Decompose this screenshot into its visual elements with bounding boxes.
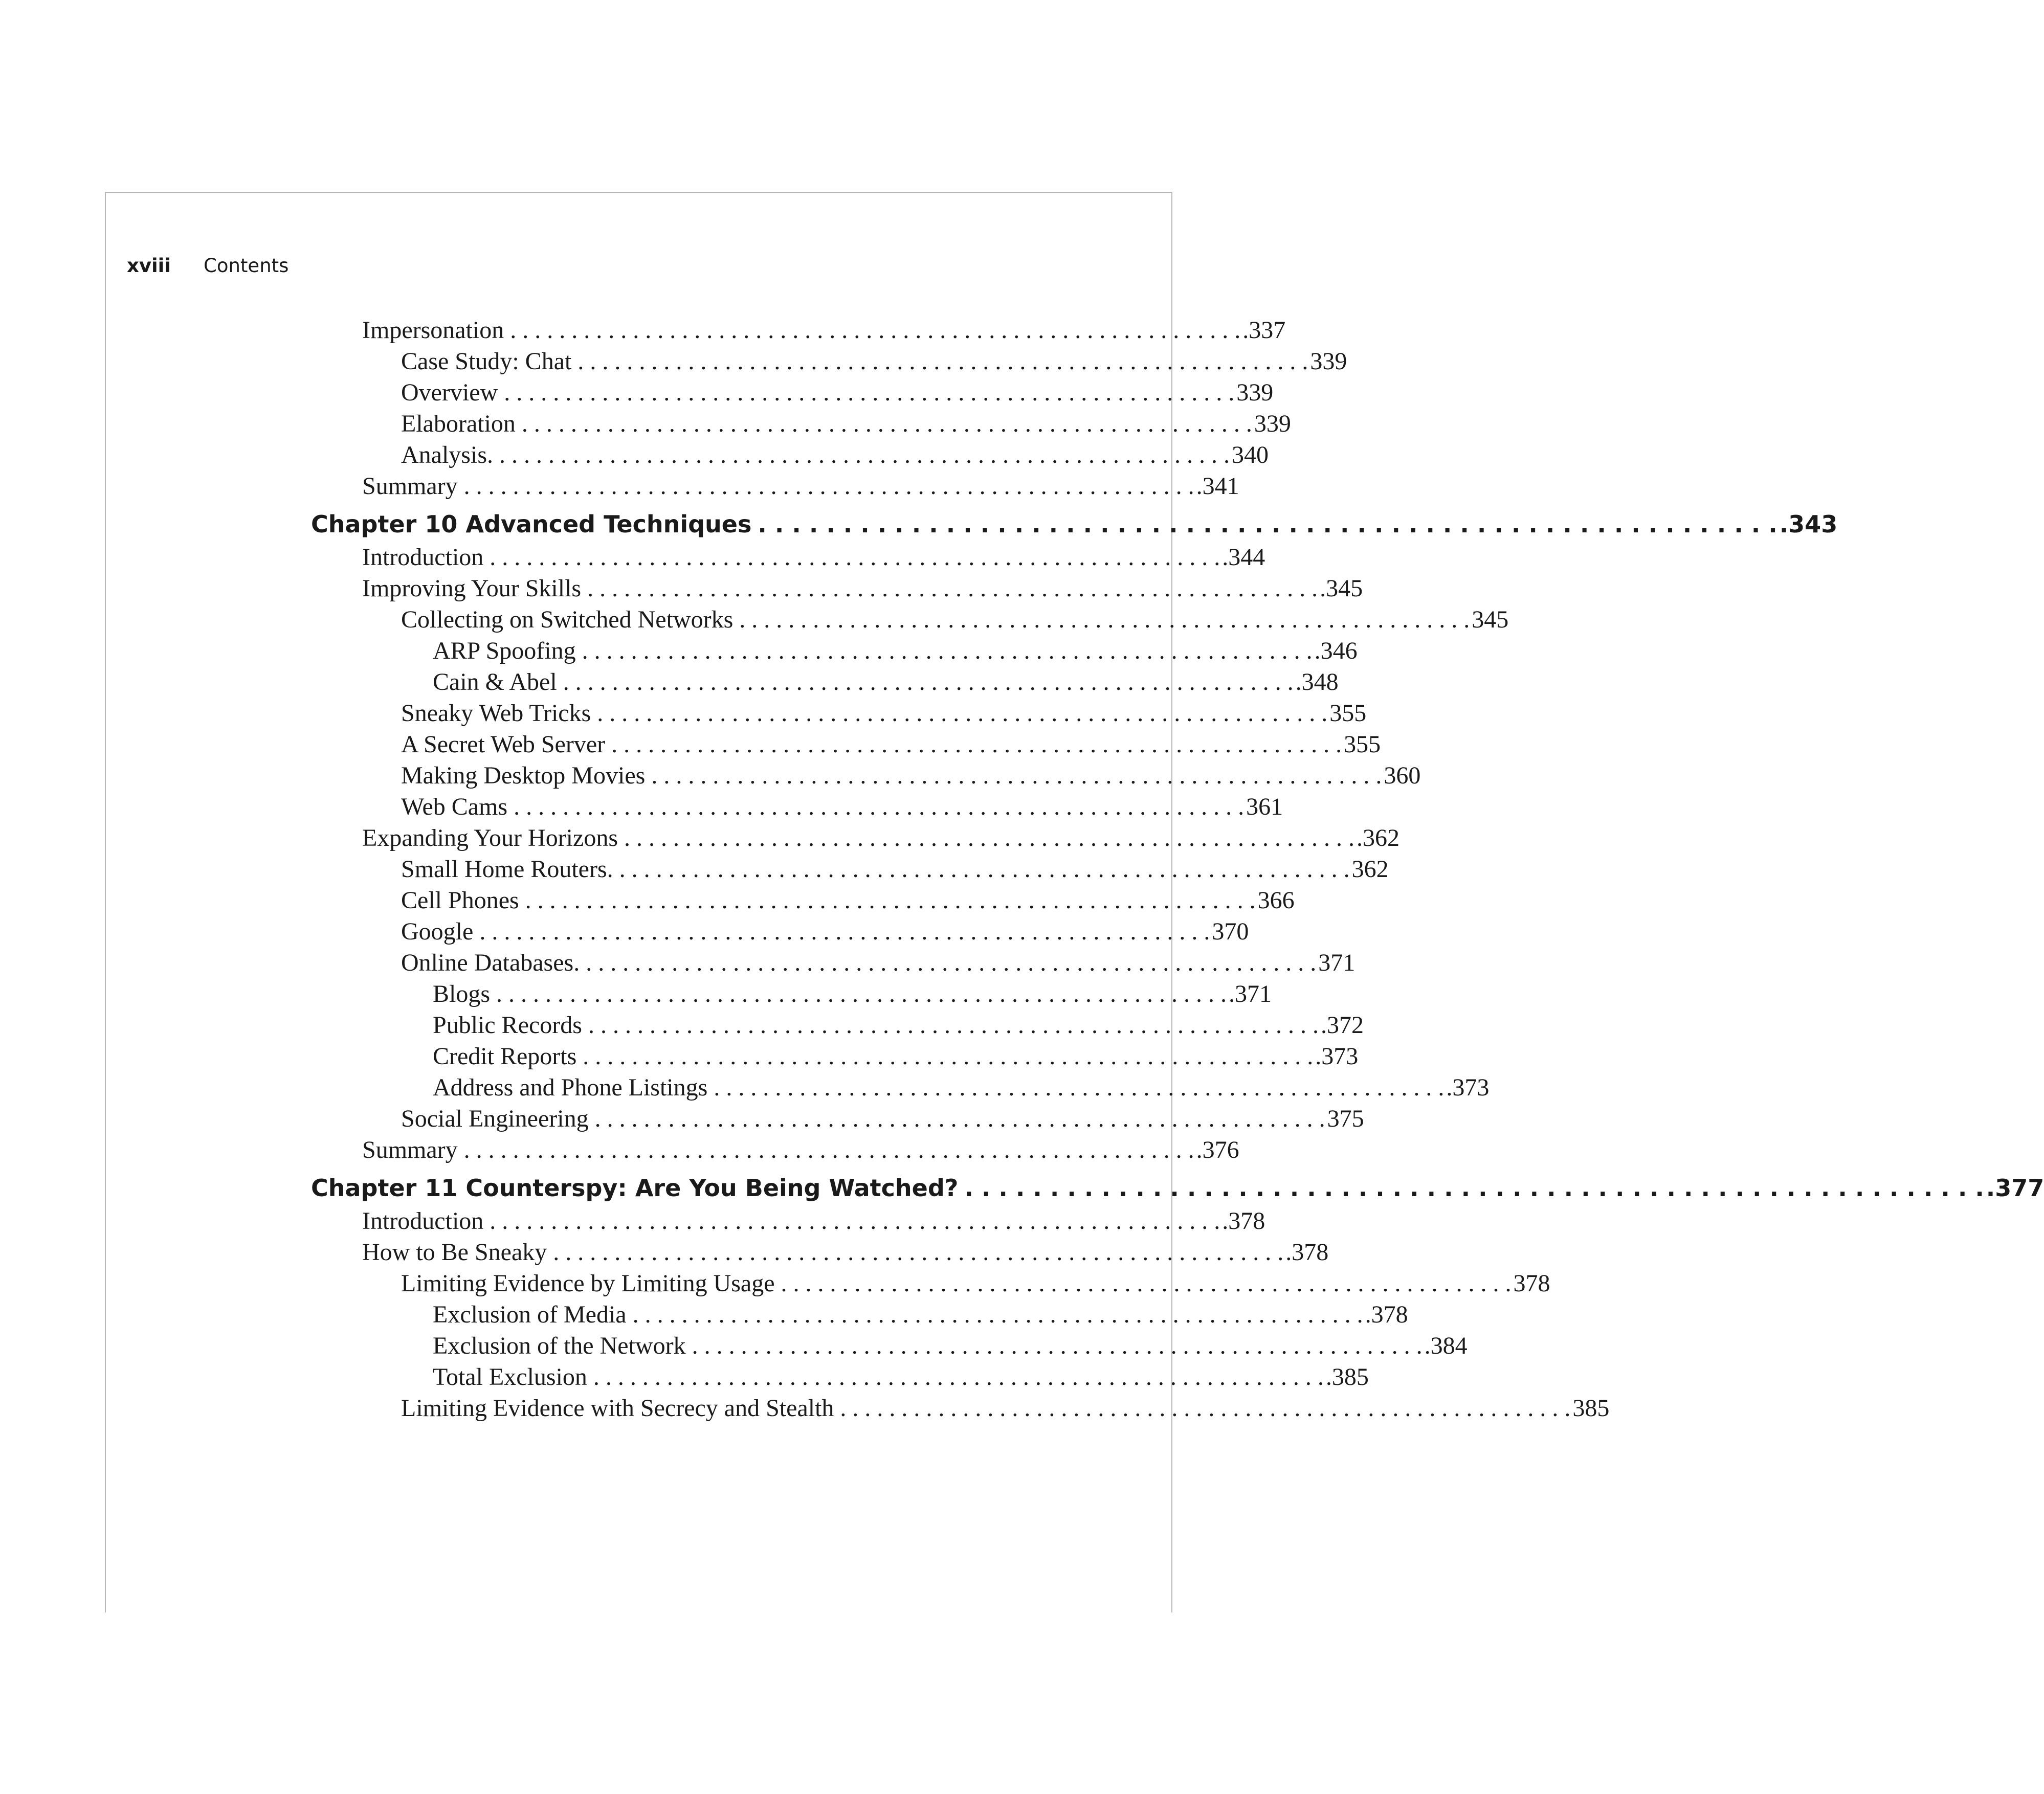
dot-leader (958, 1174, 1984, 1202)
dot-leader (707, 1073, 1444, 1102)
dot-leader (580, 949, 1316, 977)
toc-page-number: 361 (1246, 793, 1283, 820)
dot-leader (582, 1011, 1319, 1039)
toc-page-number: 366 (1257, 887, 1295, 914)
toc-entry[interactable] (311, 1136, 1239, 1167)
toc-page-number: 339 (1310, 348, 1347, 375)
toc-entry[interactable] (311, 917, 1249, 949)
dot-leader (605, 730, 1342, 758)
toc-entry-title: Exclusion of Media (433, 1301, 627, 1328)
toc-entry[interactable] (311, 1363, 1369, 1394)
toc-entry[interactable] (311, 441, 1269, 472)
toc-entry-title: Web Cams (401, 793, 508, 820)
dot-leader (483, 1207, 1220, 1235)
running-head-title: Contents (204, 255, 289, 277)
toc-entry[interactable] (311, 668, 1339, 699)
toc-entry-title: Analysis. (401, 441, 493, 468)
toc-page-number: .348 (1295, 668, 1339, 696)
toc-entry[interactable] (311, 855, 1389, 886)
toc-entry-title: Expanding Your Horizons (362, 824, 618, 851)
toc-entry-title: Collecting on Switched Networks (401, 606, 734, 633)
dot-leader (589, 1105, 1325, 1133)
toc-entry[interactable] (311, 378, 1274, 410)
toc-entry[interactable] (311, 886, 1295, 917)
toc-entry-title: Improving Your Skills (362, 575, 582, 602)
dot-leader (591, 699, 1327, 727)
toc-entry-title: Summary (362, 473, 458, 500)
toc-entry[interactable] (311, 1042, 1359, 1073)
toc-entry-title: A Secret Web Server (401, 731, 606, 758)
toc-entry[interactable] (311, 949, 1356, 980)
toc-entry[interactable] (311, 574, 1363, 606)
toc-entry-title: Address and Phone Listings (433, 1074, 708, 1101)
dot-leader (504, 316, 1240, 344)
toc-page-number: .377 (1986, 1174, 2044, 1202)
dot-leader (498, 378, 1234, 407)
toc-entry[interactable] (311, 793, 1283, 824)
toc-page-number: 355 (1344, 731, 1381, 758)
toc-page-number: .344 (1222, 544, 1265, 571)
toc-entry-title: Credit Reports (433, 1043, 577, 1070)
toc-entry-title: Sneaky Web Tricks (401, 700, 591, 727)
toc-entry-title: Making Desktop Movies (401, 762, 646, 789)
toc-page-number: .372 (1320, 1012, 1364, 1039)
toc-entry-title: Total Exclusion (433, 1363, 587, 1391)
toc-entry-title: Impersonation (362, 317, 504, 344)
toc-page-number: 360 (1384, 762, 1421, 789)
dot-leader (519, 886, 1256, 914)
dot-leader (458, 1136, 1194, 1164)
toc-entry-title: Cell Phones (401, 887, 519, 914)
toc-page-number: .384 (1424, 1332, 1468, 1359)
dot-leader (613, 855, 1350, 883)
page-frame-left (105, 192, 106, 1612)
toc-entry[interactable] (311, 637, 1358, 668)
toc-entry-title: Introduction (362, 544, 484, 571)
dot-leader (751, 510, 1777, 538)
toc-page-number: 340 (1232, 441, 1269, 468)
toc-entry[interactable] (311, 1073, 1490, 1105)
toc-page-number: 385 (1572, 1395, 1610, 1422)
page-folio: xviii (127, 255, 171, 277)
toc-entry[interactable] (311, 730, 1381, 761)
toc-entry-title: Google (401, 918, 474, 945)
toc-entry[interactable] (311, 699, 1367, 730)
toc-entry[interactable] (311, 1238, 1329, 1269)
toc-entry[interactable] (311, 543, 1265, 574)
dot-leader (547, 1238, 1283, 1266)
dot-leader (775, 1269, 1512, 1297)
toc-page-number: 345 (1472, 606, 1509, 633)
dot-leader (507, 793, 1244, 821)
dot-leader (490, 980, 1227, 1008)
dot-leader (686, 1332, 1423, 1360)
toc-entry-title: Chapter 10 Advanced Techniques (311, 510, 752, 538)
toc-entry-title: Overview (401, 379, 498, 406)
toc-page-number: .345 (1320, 575, 1363, 602)
dot-leader (571, 347, 1308, 375)
toc-entry-title: How to Be Sneaky (362, 1239, 547, 1266)
toc-page-number: .343 (1779, 510, 1838, 538)
toc-entry-title: Limiting Evidence with Secrecy and Stealth (401, 1395, 834, 1422)
dot-leader (587, 1363, 1324, 1391)
toc-entry-title: Social Engineering (401, 1105, 589, 1132)
dot-leader (627, 1300, 1363, 1329)
toc-page-number: .337 (1242, 317, 1286, 344)
toc-entry-title: Limiting Evidence by Limiting Usage (401, 1270, 775, 1297)
toc-entry[interactable] (311, 1332, 1468, 1363)
dot-leader (645, 761, 1382, 790)
toc-entry-title: Chapter 11 Counterspy: Are You Being Watched? (311, 1174, 959, 1202)
running-head (127, 255, 288, 277)
dot-leader (458, 472, 1194, 500)
dot-leader (493, 441, 1230, 469)
toc-entry-title: Summary (362, 1136, 458, 1163)
toc-entry[interactable] (311, 1207, 1265, 1238)
toc-entry[interactable] (311, 316, 1286, 347)
toc-entry[interactable] (311, 1011, 1364, 1042)
toc-page-number: 355 (1329, 700, 1367, 727)
toc-page-number: 339 (1236, 379, 1274, 406)
toc-entry[interactable] (311, 1105, 1364, 1136)
dot-leader (576, 637, 1313, 665)
toc-entry[interactable] (311, 472, 1239, 503)
toc-entry-title: ARP Spoofing (433, 637, 576, 664)
table-of-contents (311, 316, 2044, 1425)
toc-page-number: .362 (1357, 824, 1399, 851)
toc-entry[interactable] (311, 606, 1509, 637)
toc-entry[interactable] (311, 1300, 1408, 1332)
toc-page-number: 339 (1254, 410, 1291, 437)
toc-chapter-entry[interactable] (311, 1174, 2044, 1207)
toc-page-number: .373 (1315, 1043, 1359, 1070)
toc-entry[interactable] (311, 980, 1272, 1011)
dot-leader (473, 917, 1210, 946)
toc-entry[interactable] (311, 347, 1347, 378)
dot-leader (483, 543, 1220, 571)
dot-leader (516, 410, 1252, 438)
toc-page-number: .378 (1365, 1301, 1408, 1328)
toc-entry-title: Case Study: Chat (401, 348, 572, 375)
toc-page-number: .341 (1196, 473, 1239, 500)
toc-entry[interactable] (311, 410, 1291, 441)
page-frame-top (105, 192, 1172, 193)
toc-page-number: .378 (1285, 1239, 1329, 1266)
dot-leader (576, 1042, 1313, 1070)
toc-page-number: .371 (1229, 980, 1272, 1007)
toc-page-number: .346 (1314, 637, 1358, 664)
toc-entry-title: Exclusion of the Network (433, 1332, 686, 1359)
dot-leader (557, 668, 1294, 696)
toc-entry-title: Elaboration (401, 410, 516, 437)
toc-page-number: .378 (1222, 1207, 1265, 1235)
toc-entry[interactable] (311, 824, 1399, 855)
toc-entry[interactable] (311, 1269, 1550, 1300)
toc-entry[interactable] (311, 761, 1421, 793)
dot-leader (834, 1394, 1570, 1422)
toc-page-number: 371 (1318, 949, 1356, 976)
toc-page-number: .385 (1325, 1363, 1369, 1391)
toc-page-number: 370 (1212, 918, 1249, 945)
toc-entry-title: Introduction (362, 1207, 484, 1235)
toc-page-number: 378 (1513, 1270, 1550, 1297)
toc-page-number: 375 (1327, 1105, 1364, 1132)
dot-leader (581, 574, 1318, 602)
toc-entry-title: Small Home Routers. (401, 856, 613, 883)
toc-entry-title: Online Databases. (401, 949, 580, 976)
dot-leader (733, 606, 1470, 634)
toc-page-number: .376 (1196, 1136, 1239, 1163)
toc-entry[interactable] (311, 1394, 1610, 1425)
toc-page-number: .373 (1446, 1074, 1490, 1101)
toc-entry-title: Cain & Abel (433, 668, 557, 696)
toc-entry-title: Public Records (433, 1012, 582, 1039)
toc-page-number: 362 (1351, 856, 1389, 883)
toc-chapter-entry[interactable] (311, 510, 1838, 543)
toc-entry-title: Blogs (433, 980, 491, 1007)
dot-leader (618, 824, 1354, 852)
